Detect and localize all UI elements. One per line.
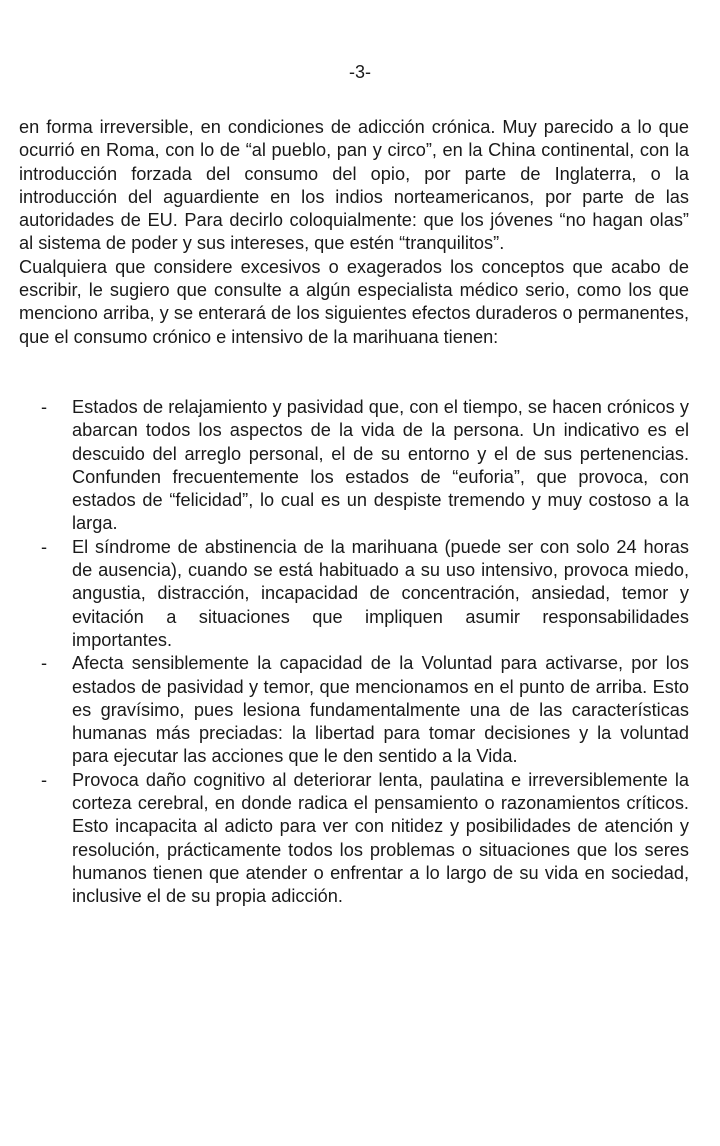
bullet-dash: -	[41, 769, 48, 790]
paragraph-1: en forma irreversible, en condiciones de adicción crónica. Muy parecido a lo que ocurrió en Roma, con lo de “al pueblo, pan y circo”, en la China continental, con la introducción forzada del consumo del opio, por parte de Inglaterra, o la introducción del aguardiente en los indios norteamericanos, por parte de las autoridades de EU. Para decirlo coloquialmente: que los jóvenes “no hagan olas” al sistema de poder y sus intereses, que estén “tranquilitos”.	[19, 117, 689, 254]
list-item	[19, 652, 689, 768]
bullet-dash: -	[41, 536, 48, 557]
list-item	[19, 396, 689, 536]
bullet-dash: -	[41, 653, 48, 674]
list-item-text: Estados de relajamiento y pasividad que, con el tiempo, se hacen crónicos y abarcan todos los aspectos de la vida de la persona. Un indicativo es el descuido del arreglo personal, el de su entorno y el de sus pertenencias. Confunden frecuentemente los estados de “euforia”, que provoca, con estados de “felicidad”, lo cual es un despiste tremendo y muy costoso a la larga.	[72, 396, 689, 534]
list-item-text: Provoca daño cognitivo al deteriorar lenta, paulatina e irreversiblemente la corteza cerebral, en donde radica el pensamiento o razonamientos críticos. Esto incapacita al adicto para ver con nitidez y posibilidades de atención y resolución, prácticamente todos los problemas o situaciones que los seres humanos tienen que atender o enfrentar a lo largo de su vida en sociedad, inclusive el de su propia adicción.	[72, 769, 689, 907]
page-number: -3-	[349, 62, 371, 82]
list-item-text: El síndrome de abstinencia de la marihuana (puede ser con solo 24 horas de ausencia), cuando se está habituado a su uso intensivo, provoca miedo, angustia, distracción, incapacidad de concentración, ansiedad, temor y evitación a situaciones que impliquen asumir responsabilidades importantes.	[72, 536, 689, 650]
effects-list	[19, 396, 689, 909]
list-item	[19, 536, 689, 652]
list-item	[19, 769, 689, 909]
paragraph-spacer	[19, 349, 689, 396]
document-body	[19, 116, 689, 909]
list-item-text: Afecta sensiblemente la capacidad de la Voluntad para activarse, por los estados de pasividad y temor, que mencionamos en el punto de arriba. Esto es gravísimo, pues lesiona fundamentalmente una de las características humanas más preciadas: la libertad para tomar decisiones y la voluntad para ejecutar las acciones que le den sentido a la Vida.	[72, 653, 689, 767]
paragraph-2: Cualquiera que considere excesivos o exagerados los conceptos que acabo de escribir, le sugiero que consulte a algún especialista médico serio, como los que menciono arriba, y se enterará de los siguientes efectos duraderos o permanentes, que el consumo crónico e intensivo de la marihuana tienen:	[19, 256, 689, 347]
bullet-dash: -	[41, 396, 48, 417]
